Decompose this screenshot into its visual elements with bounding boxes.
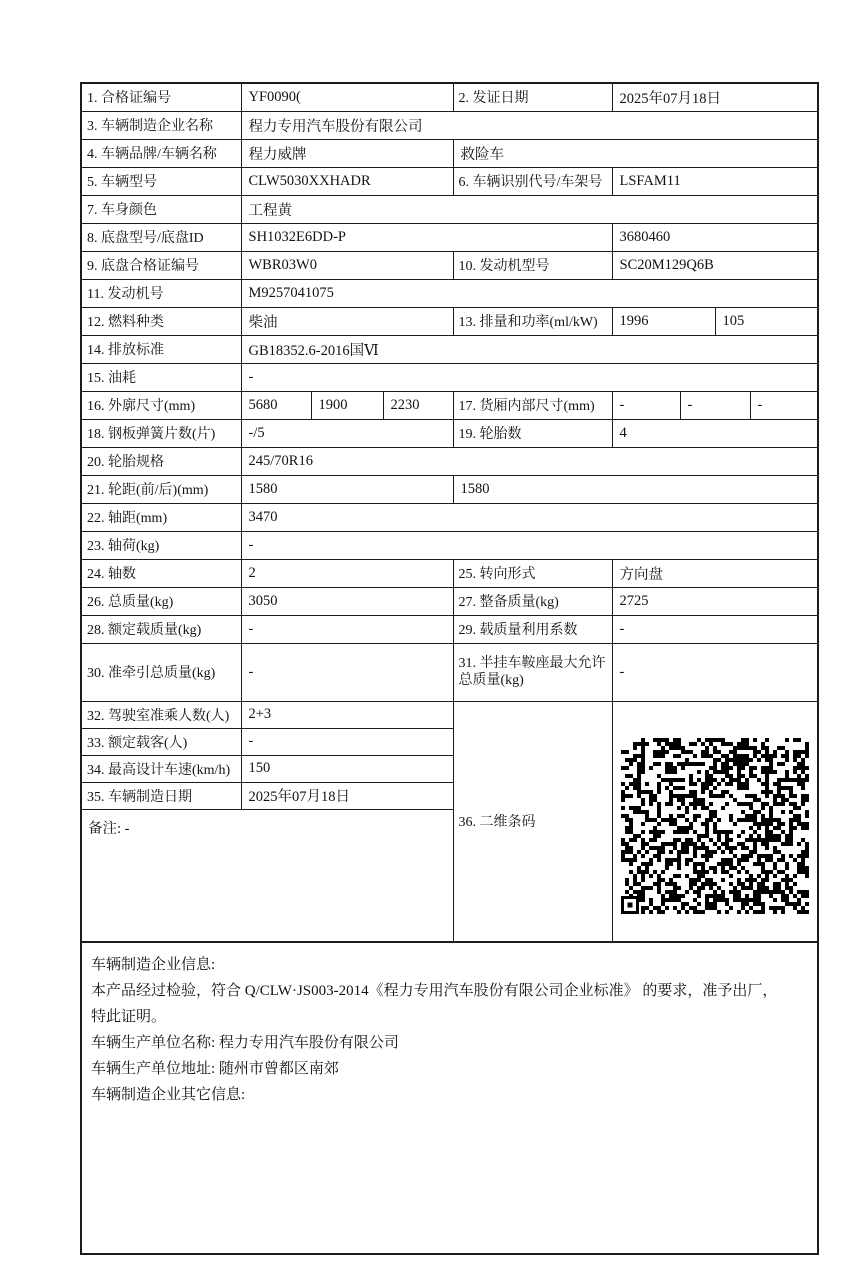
field-35-value: 2025年07月18日 (241, 782, 453, 809)
row-5 (81, 167, 818, 195)
field-13-value: 1996 (612, 307, 715, 335)
field-17-value-width: - (680, 391, 750, 419)
row-18 (81, 419, 818, 447)
field-25-label: 25. 转向形式 (453, 559, 612, 587)
field-6-value: LSFAM11 (612, 167, 818, 195)
field-10-value: SC20M129Q6B (612, 251, 818, 279)
row-manufacturer-info (81, 942, 818, 1254)
field-25-value: 方向盘 (612, 559, 818, 587)
field-21-label: 21. 轮距(前/后)(mm) (81, 475, 241, 503)
footer-line-0: 车辆制造企业信息: (91, 957, 216, 973)
field-9-value: WBR03W0 (241, 251, 453, 279)
field-13-value2: 105 (715, 307, 818, 335)
certificate-table (80, 82, 819, 1255)
field-17-value-height: - (750, 391, 818, 419)
row-16 (81, 391, 818, 419)
row-20 (81, 447, 818, 475)
field-27-label: 27. 整备质量(kg) (453, 587, 612, 615)
field-3-value: 程力专用汽车股份有限公司 (241, 111, 818, 139)
field-27-value: 2725 (612, 587, 818, 615)
row-22 (81, 503, 818, 531)
field-5-label: 5. 车辆型号 (81, 167, 241, 195)
field-14-value: GB18352.6-2016国Ⅵ (241, 335, 818, 363)
field-30-value: - (241, 643, 453, 701)
row-7 (81, 195, 818, 223)
field-26-value: 3050 (241, 587, 453, 615)
field-5-value: CLW5030XXHADR (241, 167, 453, 195)
field-32-label: 32. 驾驶室准乘人数(人) (81, 701, 241, 728)
footer-line-1: 本产品经过检验，符合 Q/CLW·JS003-2014《程力专用汽车股份有限公司企业标准》 的要求，准予出厂， (91, 983, 778, 999)
field-11-label: 11. 发动机号 (81, 279, 241, 307)
field-4-value: 程力威牌 (241, 139, 453, 167)
field-14-label: 14. 排放标准 (81, 335, 241, 363)
field-18-label: 18. 钢板弹簧片数(片) (81, 419, 241, 447)
field-2-value: 2025年07月18日 (612, 83, 818, 111)
field-1-label: 1. 合格证编号 (81, 83, 241, 111)
field-11-value: M9257041075 (241, 279, 818, 307)
field-6-label: 6. 车辆识别代号/车架号 (453, 167, 612, 195)
field-2-label: 2. 发证日期 (453, 83, 612, 111)
field-19-value: 4 (612, 419, 818, 447)
field-22-label: 22. 轴距(mm) (81, 503, 241, 531)
field-4-label: 4. 车辆品牌/车辆名称 (81, 139, 241, 167)
field-28-value: - (241, 615, 453, 643)
field-32-value: 2+3 (241, 701, 453, 728)
row-26 (81, 587, 818, 615)
field-7-label: 7. 车身颜色 (81, 195, 241, 223)
row-21 (81, 475, 818, 503)
field-35-label: 35. 车辆制造日期 (81, 782, 241, 809)
field-36-label: 36. 二维条码 (453, 701, 612, 942)
row-1 (81, 83, 818, 111)
field-12-label: 12. 燃料种类 (81, 307, 241, 335)
field-33-value: - (241, 728, 453, 755)
row-12 (81, 307, 818, 335)
field-19-label: 19. 轮胎数 (453, 419, 612, 447)
field-16-value-length: 5680 (241, 391, 311, 419)
row-8 (81, 223, 818, 251)
field-8-label: 8. 底盘型号/底盘ID (81, 223, 241, 251)
footer-line-4: 车辆生产单位地址: 随州市曾都区南郊 (91, 1061, 339, 1077)
field-28-label: 28. 额定载质量(kg) (81, 615, 241, 643)
field-4-value2: 救险车 (453, 139, 818, 167)
field-8-value: SH1032E6DD-P (241, 223, 612, 251)
field-21-value-rear: 1580 (453, 475, 818, 503)
field-31-label: 31. 半挂车鞍座最大允许总质量(kg) (453, 643, 612, 701)
field-29-value: - (612, 615, 818, 643)
field-34-value: 150 (241, 755, 453, 782)
field-17-value-length: - (612, 391, 680, 419)
field-30-label: 30. 准牵引总质量(kg) (81, 643, 241, 701)
field-24-value: 2 (241, 559, 453, 587)
field-13-label: 13. 排量和功率(ml/kW) (453, 307, 612, 335)
row-15 (81, 363, 818, 391)
footer-line-5: 车辆制造企业其它信息: (91, 1087, 246, 1103)
footer-line-2: 特此证明。 (91, 1009, 167, 1025)
field-3-label: 3. 车辆制造企业名称 (81, 111, 241, 139)
manufacturer-info-section (81, 942, 818, 1254)
field-15-value: - (241, 363, 818, 391)
field-20-label: 20. 轮胎规格 (81, 447, 241, 475)
field-9-label: 9. 底盘合格证编号 (81, 251, 241, 279)
field-1-value: YF0090( (241, 83, 453, 111)
field-16-value-height: 2230 (383, 391, 453, 419)
field-17-label: 17. 货厢内部尺寸(mm) (453, 391, 612, 419)
field-20-value: 245/70R16 (241, 447, 818, 475)
field-15-label: 15. 油耗 (81, 363, 241, 391)
remark-cell: 备注: - (81, 809, 453, 942)
row-4 (81, 139, 818, 167)
field-26-label: 26. 总质量(kg) (81, 587, 241, 615)
field-12-value: 柴油 (241, 307, 453, 335)
row-9 (81, 251, 818, 279)
row-28 (81, 615, 818, 643)
row-23 (81, 531, 818, 559)
field-23-label: 23. 轴荷(kg) (81, 531, 241, 559)
certificate-document (80, 82, 819, 1255)
field-7-value: 工程黄 (241, 195, 818, 223)
field-21-value-front: 1580 (241, 475, 453, 503)
field-24-label: 24. 轴数 (81, 559, 241, 587)
field-29-label: 29. 载质量利用系数 (453, 615, 612, 643)
field-31-value: - (612, 643, 818, 701)
row-3 (81, 111, 818, 139)
row-14 (81, 335, 818, 363)
row-24 (81, 559, 818, 587)
qr-code-image (621, 738, 809, 916)
field-34-label: 34. 最高设计车速(km/h) (81, 755, 241, 782)
row-32 (81, 701, 818, 728)
field-10-label: 10. 发动机型号 (453, 251, 612, 279)
field-16-value-width: 1900 (311, 391, 383, 419)
field-23-value: - (241, 531, 818, 559)
field-36-value (612, 701, 818, 942)
row-30 (81, 643, 818, 701)
field-22-value: 3470 (241, 503, 818, 531)
field-16-label: 16. 外廓尺寸(mm) (81, 391, 241, 419)
field-18-value: -/5 (241, 419, 453, 447)
field-33-label: 33. 额定载客(人) (81, 728, 241, 755)
footer-line-3: 车辆生产单位名称: 程力专用汽车股份有限公司 (91, 1035, 399, 1051)
row-11 (81, 279, 818, 307)
field-8-value2: 3680460 (612, 223, 818, 251)
